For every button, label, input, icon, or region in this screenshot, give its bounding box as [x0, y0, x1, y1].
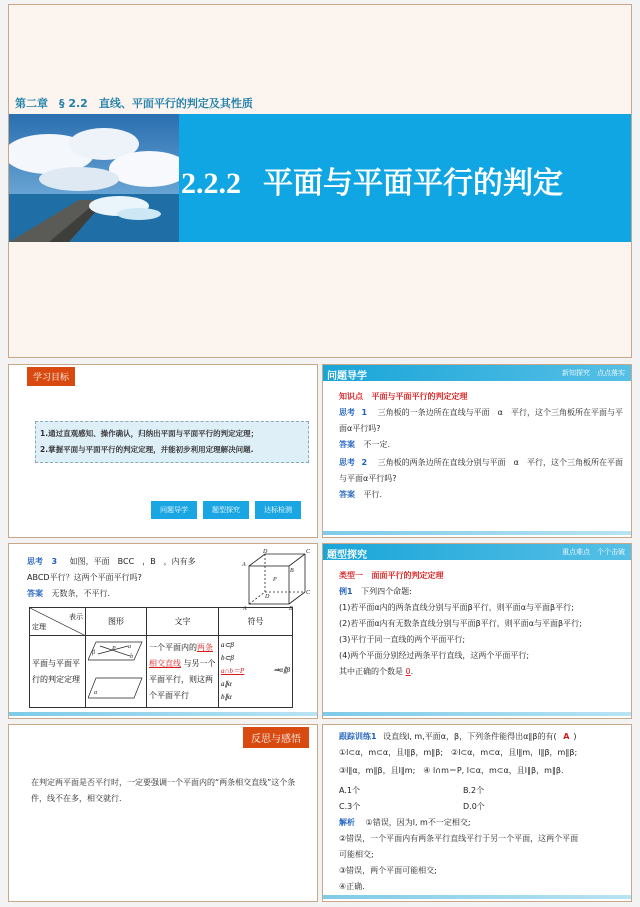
cube-label-d: D	[265, 594, 270, 600]
option-a: A.1个	[339, 786, 360, 795]
think-3-label: 思考	[27, 557, 43, 566]
answer-3-label: 答案	[27, 589, 43, 598]
cube-label-b: B	[289, 606, 293, 610]
think-2	[339, 455, 629, 487]
cube-label-a1: A	[242, 562, 246, 568]
sym-line-1: a⊂β	[221, 641, 234, 649]
title-banner	[9, 114, 632, 242]
think-3-text-b: ABCD平行？这两个平面平行吗?	[27, 573, 142, 582]
cube-label-c1: C	[306, 549, 311, 555]
footer-stripe	[9, 712, 317, 716]
example-item-4: (4)两个平面分别经过两条平行直线，这两个平面平行;	[339, 651, 530, 660]
sym-line-5: b∥α	[221, 693, 232, 701]
nav-button-explore[interactable]: 题型探究	[203, 501, 249, 519]
answer-2-label: 答案	[339, 490, 355, 499]
cube-label-a: A	[243, 606, 247, 610]
think-3	[27, 554, 237, 586]
lesson-title	[181, 158, 563, 202]
drill-condition-1: ①l⊂α，m⊂α，且l∥β，m∥β; ②l⊂α，m⊂α，且l∥m，l∥β，m∥β;	[339, 748, 578, 757]
answer-1-label: 答案	[339, 440, 355, 449]
think-1-text: 三角板的一条边所在直线与平面 α 平行，这个三角板所在平面与平面α平行吗?	[339, 408, 623, 433]
cube-label-c: C	[306, 590, 311, 596]
example-item-3: (3)平行于同一直线的两个平面平行;	[339, 635, 466, 644]
answer-1-text: 不一定.	[363, 440, 391, 449]
text-b: 与另一个平面平行，则这两个平面平行	[149, 658, 216, 700]
col-figure: 图形	[86, 608, 147, 636]
analysis-line-4: ③错误，两个平面可能相交;	[339, 866, 437, 875]
fig-label-b: b	[130, 653, 133, 660]
guide-header	[323, 365, 631, 381]
fig-label-beta: β	[92, 649, 95, 656]
example-heading	[339, 584, 412, 600]
answer-1	[339, 437, 390, 453]
think-1	[339, 405, 629, 437]
sym-line-4: a∥α	[221, 680, 232, 688]
footer-stripe	[323, 531, 631, 535]
guide-header-subtitle: 新知探究 点点落实	[562, 369, 625, 377]
text-cell	[147, 636, 219, 708]
think-1-num: 1	[361, 408, 368, 417]
fig-label-alpha: α	[94, 689, 98, 696]
drill-end: )	[573, 732, 577, 741]
corner-bottom: 定理	[32, 622, 46, 631]
analysis-line-3: 可能相交;	[339, 850, 374, 859]
col-text: 文字	[147, 608, 219, 636]
think-2-num: 2	[361, 458, 368, 467]
guide-slide[interactable]	[322, 364, 632, 538]
example-item-1: (1)若平面α内的两条直线分别与平面β平行，则平面α与平面β平行;	[339, 603, 574, 612]
reflection-tag: 反思与感悟	[243, 727, 309, 748]
answer-3	[27, 586, 110, 602]
sym-line-3: a∩b＝P	[221, 667, 245, 675]
figure-cell	[86, 636, 147, 708]
count-end: .	[410, 667, 414, 676]
drill-label: 跟踪训练1	[339, 732, 377, 741]
title-slide[interactable]	[8, 4, 632, 358]
cube-label-d1: D	[263, 549, 268, 555]
reflection-text: 在判定两平面是否平行时，一定要强调一个平面内的“两条相交直线”这个条件，线不在多，相交就行.	[31, 778, 296, 803]
answer-2-text: 平行.	[363, 490, 383, 499]
example-item-2: (2)若平面α内有无数条直线分别与平面β平行，则平面α与平面β平行;	[339, 619, 582, 628]
explore-header-title: 题型探究	[327, 550, 367, 561]
option-b: B.2个	[463, 786, 485, 795]
cube-label-p: P	[273, 577, 277, 583]
explore-slide[interactable]	[322, 543, 632, 719]
analysis-line-1: ①错误，因为l, m不一定相交;	[365, 818, 471, 827]
knowledge-point	[339, 389, 468, 405]
drill-condition-2: ③l∥α，m∥β，且l∥m; ④ l∩m＝P, l⊂α，m⊂α，且l∥β，m∥β.	[339, 766, 564, 775]
explore-header-subtitle: 重点难点 个个击破	[562, 548, 625, 556]
think-1-label: 思考	[339, 408, 355, 417]
goals-box	[35, 421, 309, 463]
option-d: D.0个	[463, 802, 485, 811]
corner-top: 表示	[69, 612, 83, 621]
theorem-slide[interactable]	[8, 543, 318, 719]
nav-button-guide[interactable]: 问题导学	[151, 501, 197, 519]
explore-header	[323, 544, 631, 560]
nav-button-test[interactable]: 达标检测	[255, 501, 301, 519]
cube-figure	[241, 548, 313, 610]
symbol-cell	[219, 636, 293, 708]
col-symbol: 符号	[219, 608, 293, 636]
planes-figure	[88, 638, 144, 704]
sym-result: ⇒α∥β	[273, 666, 290, 674]
table-corner	[30, 608, 86, 636]
text-red-1: 两条	[197, 642, 213, 652]
example-count	[339, 664, 629, 680]
goals-tag: 学习目标	[27, 367, 75, 386]
theorem-table	[29, 607, 293, 708]
analysis	[339, 815, 629, 895]
option-c: C.3个	[339, 802, 361, 811]
think-2-label: 思考	[339, 458, 355, 467]
text-red-2: 相交直线	[149, 658, 181, 668]
think-2-text: 三角板的两条边所在直线分别与平面 α 平行，这个三角板所在平面与平面α平行吗?	[339, 458, 623, 483]
sea-photo	[9, 114, 179, 242]
chapter-heading: 第二章 § 2.2 直线、平面平行的判定及其性质	[15, 97, 253, 110]
count-answer: 0	[405, 667, 411, 676]
goal-2: 2.掌握平面与平面平行的判定定理，并能初步利用定理解决问题.	[40, 445, 254, 454]
analysis-line-5: ④正确.	[339, 882, 365, 891]
answer-3-text: 无数条，不平行.	[51, 589, 111, 598]
fig-label-a: a	[128, 643, 131, 650]
cube-label-b1: B	[290, 568, 294, 574]
kp-label: 知识点	[339, 392, 363, 401]
goal-1: 1.通过直观感知、操作确认，归纳出平面与平面平行的判定定理；	[40, 429, 259, 438]
goals-slide[interactable]	[8, 364, 318, 538]
reflection-slide[interactable]	[8, 724, 318, 902]
guide-header-title: 问题导学	[327, 371, 367, 382]
lesson-number: 2.2.2	[181, 167, 241, 200]
fig-label-p: P	[112, 645, 116, 652]
drill-heading	[339, 729, 629, 745]
think-3-text-a: 如图，平面 BCC ，B ，内有多	[69, 557, 196, 566]
analysis-label: 解析	[339, 818, 355, 827]
type-label: 类型一	[339, 571, 363, 580]
example-items	[339, 600, 629, 680]
lesson-title-text: 平面与平面平行的判定	[263, 166, 563, 201]
row-label: 平面与平面平行的判定定理	[30, 636, 86, 708]
type-title: 面面平行的判定定理	[371, 571, 444, 580]
kp-title: 平面与平面平行的判定定理	[371, 392, 468, 401]
footer-stripe	[323, 895, 631, 899]
footer-stripe	[323, 712, 631, 716]
answer-2	[339, 487, 382, 503]
sym-line-2: b⊂β	[221, 654, 234, 662]
count-text: 其中正确的个数是	[339, 667, 403, 676]
example-label: 例1	[339, 587, 353, 596]
analysis-line-2: ②错误，一个平面内有两条平行直线平行于另一个平面，这两个平面	[339, 834, 579, 843]
drill-text: 设直线l, m,平面α，β，下列条件能得出α∥β的有(	[383, 732, 557, 741]
text-a: 一个平面内的	[149, 642, 197, 652]
drill-slide[interactable]	[322, 724, 632, 902]
type-heading	[339, 568, 444, 584]
think-3-num: 3	[51, 557, 58, 566]
example-text: 下列四个命题:	[361, 587, 412, 596]
drill-answer: A	[563, 732, 570, 741]
